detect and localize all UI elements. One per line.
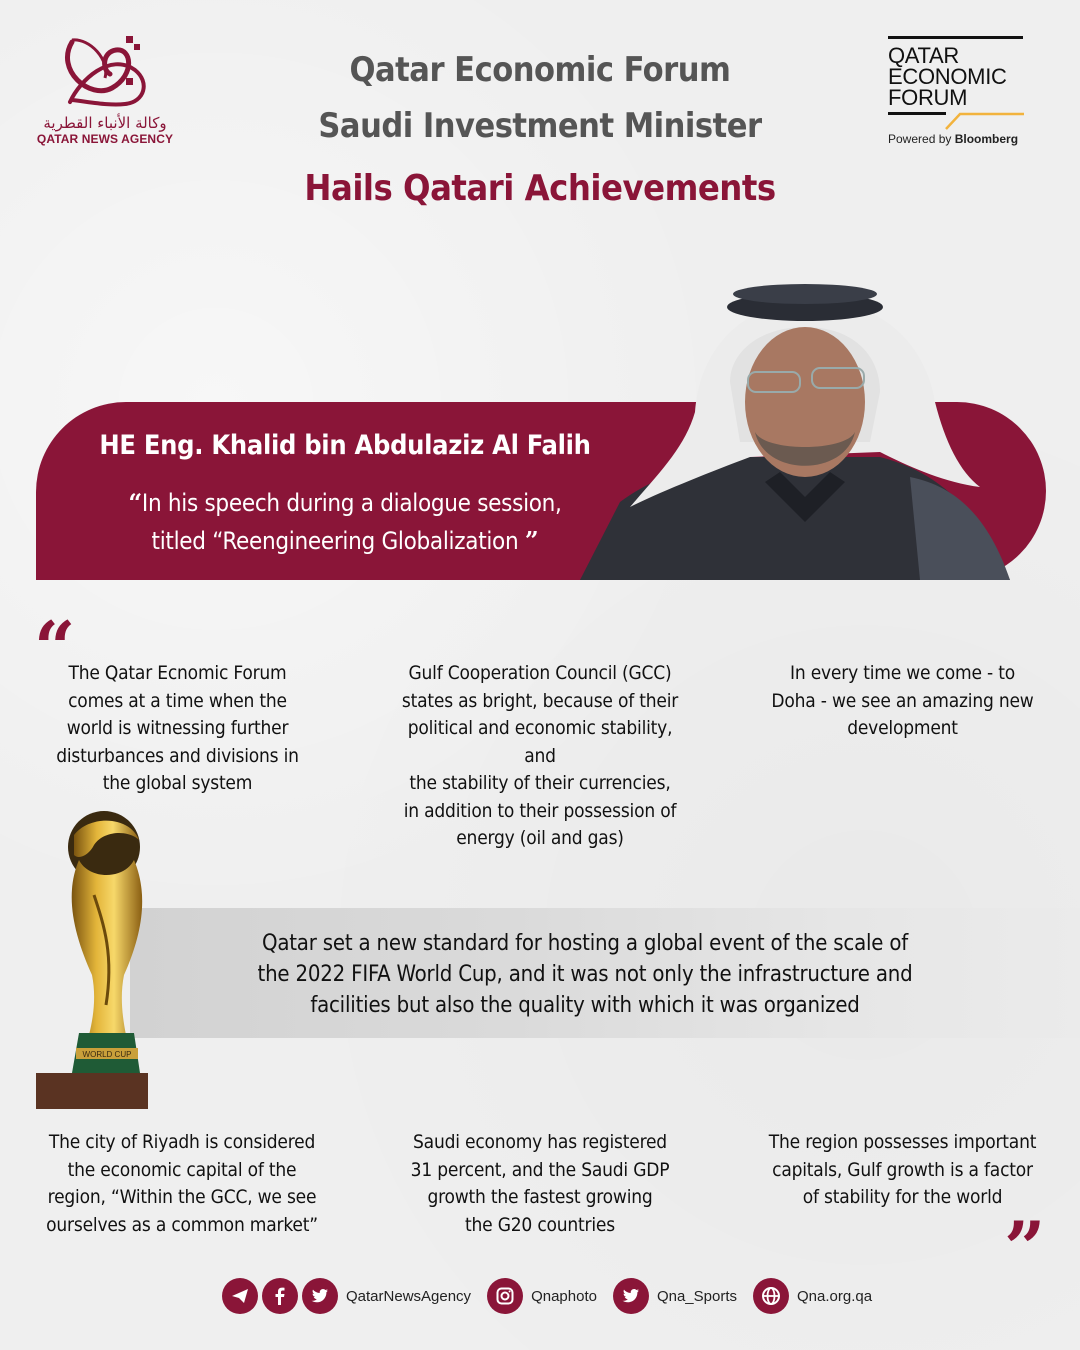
quote-line: world is witnessing further xyxy=(66,717,289,739)
quote-line: capitals, Gulf growth is a factor xyxy=(772,1158,1033,1181)
quote-block-2 xyxy=(390,660,690,853)
open-quote-mark-icon: “ xyxy=(34,605,76,690)
quote-line: in addition to their possession of xyxy=(403,799,677,822)
speaker-portrait xyxy=(580,272,1030,580)
quote-line: states as bright, because of their xyxy=(401,689,679,712)
quote-line: 31 percent, and the Saudi GDP xyxy=(410,1158,670,1181)
open-quote-icon: “ xyxy=(128,488,142,517)
powered-prefix: Powered by xyxy=(888,132,952,146)
highlight-line: facilities but also the quality with which it was organized xyxy=(310,993,860,1018)
title-line-2: Saudi Investment Minister xyxy=(318,106,762,146)
qef-accent-line-icon xyxy=(944,112,1024,130)
qef-underline xyxy=(888,112,1028,130)
twitter-icon[interactable] xyxy=(613,1278,649,1314)
intro-line-1 xyxy=(60,484,630,522)
social-handle-website[interactable]: Qna.org.qa xyxy=(797,1287,873,1305)
speaker-intro xyxy=(60,484,630,560)
twitter-icon[interactable] xyxy=(302,1278,338,1314)
qef-powered-by xyxy=(888,132,1028,146)
highlight-line: the 2022 FIFA World Cup, and it was not only the infrastructure and xyxy=(257,962,913,987)
intro-line-2 xyxy=(60,522,630,560)
quote-line: the stability of their currencies, xyxy=(409,772,671,794)
quote-line: ourselves as a common market” xyxy=(46,1213,318,1236)
quote-line: the global system xyxy=(102,772,253,794)
quote-block-3 xyxy=(750,660,1055,743)
qna-atom-logo-icon xyxy=(50,30,160,112)
quote-block-1 xyxy=(40,660,315,798)
qef-logo xyxy=(888,36,1028,146)
quote-line: The region possesses important xyxy=(768,1131,1037,1153)
quote-line: the economic capital of the xyxy=(67,1158,297,1181)
quote-line: Doha - we see an amazing new xyxy=(771,689,1034,712)
world-cup-trophy-image xyxy=(34,805,159,1110)
quote-block-5 xyxy=(390,1129,690,1239)
quote-line: the G20 countries xyxy=(465,1213,615,1236)
social-handle-qnaphoto[interactable]: Qnaphoto xyxy=(531,1287,597,1305)
qef-line-1: QATAR xyxy=(888,43,960,68)
quote-line: region, “Within the GCC, we see xyxy=(47,1186,317,1208)
quote-line: of stability for the world xyxy=(802,1186,1003,1208)
title-line-3: Hails Qatari Achievements xyxy=(304,168,776,209)
quote-line: disturbances and divisions in xyxy=(56,744,299,767)
trophy-label: WORLD CUP xyxy=(82,1050,132,1059)
speaker-name: HE Eng. Khalid bin Abdulaziz Al Falih xyxy=(99,430,591,461)
telegram-icon[interactable] xyxy=(222,1278,258,1314)
qef-line-2: ECONOMIC xyxy=(888,64,1007,89)
social-handle-qatarnewsagency[interactable]: QatarNewsAgency xyxy=(346,1287,472,1305)
quote-line: development xyxy=(847,717,958,739)
intro-text-2: titled “Reengineering Globalization xyxy=(151,527,519,555)
speaker-photo-icon xyxy=(580,272,1030,580)
qna-arabic-name: وكالة الأنباء القطرية xyxy=(43,114,167,132)
quote-line: Gulf Cooperation Council (GCC) xyxy=(408,662,672,684)
close-quote-mark-icon: ” xyxy=(1004,1205,1046,1290)
quote-block-4 xyxy=(32,1129,332,1239)
instagram-icon[interactable] xyxy=(487,1278,523,1314)
social-footer xyxy=(222,1278,888,1314)
highlight-quote xyxy=(200,928,970,1021)
quote-line: The Qatar Ecnomic Forum xyxy=(68,662,287,684)
quote-line: political and economic stability, and xyxy=(407,717,673,767)
qef-top-bar xyxy=(888,36,1023,39)
close-quote-icon: ” xyxy=(524,526,539,555)
qna-logo xyxy=(30,30,180,160)
quote-block-6 xyxy=(750,1129,1055,1212)
qef-wordmark xyxy=(888,45,1028,108)
trophy-icon xyxy=(34,805,159,1110)
highlight-line: Qatar set a new standard for hosting a global event of the scale of xyxy=(261,931,909,956)
globe-icon[interactable] xyxy=(753,1278,789,1314)
quote-line: comes at a time when the xyxy=(68,689,287,712)
intro-text-1: In his speech during a dialogue session, xyxy=(141,489,562,517)
quote-line: energy (oil and gas) xyxy=(456,827,624,849)
quote-line: The city of Riyadh is considered xyxy=(48,1131,316,1153)
quote-line: growth the fastest growing xyxy=(427,1186,653,1208)
quote-line: Saudi economy has registered xyxy=(413,1131,667,1153)
facebook-icon[interactable] xyxy=(262,1278,298,1314)
powered-brand: Bloomberg xyxy=(954,132,1019,146)
title-line-1: Qatar Economic Forum xyxy=(349,50,731,90)
social-handle-qna-sports[interactable]: Qna_Sports xyxy=(656,1287,737,1305)
quote-line: In every time we come - to xyxy=(790,662,1015,684)
qna-english-name: QATAR NEWS AGENCY xyxy=(36,132,174,146)
qef-line-3: FORUM xyxy=(888,85,968,110)
